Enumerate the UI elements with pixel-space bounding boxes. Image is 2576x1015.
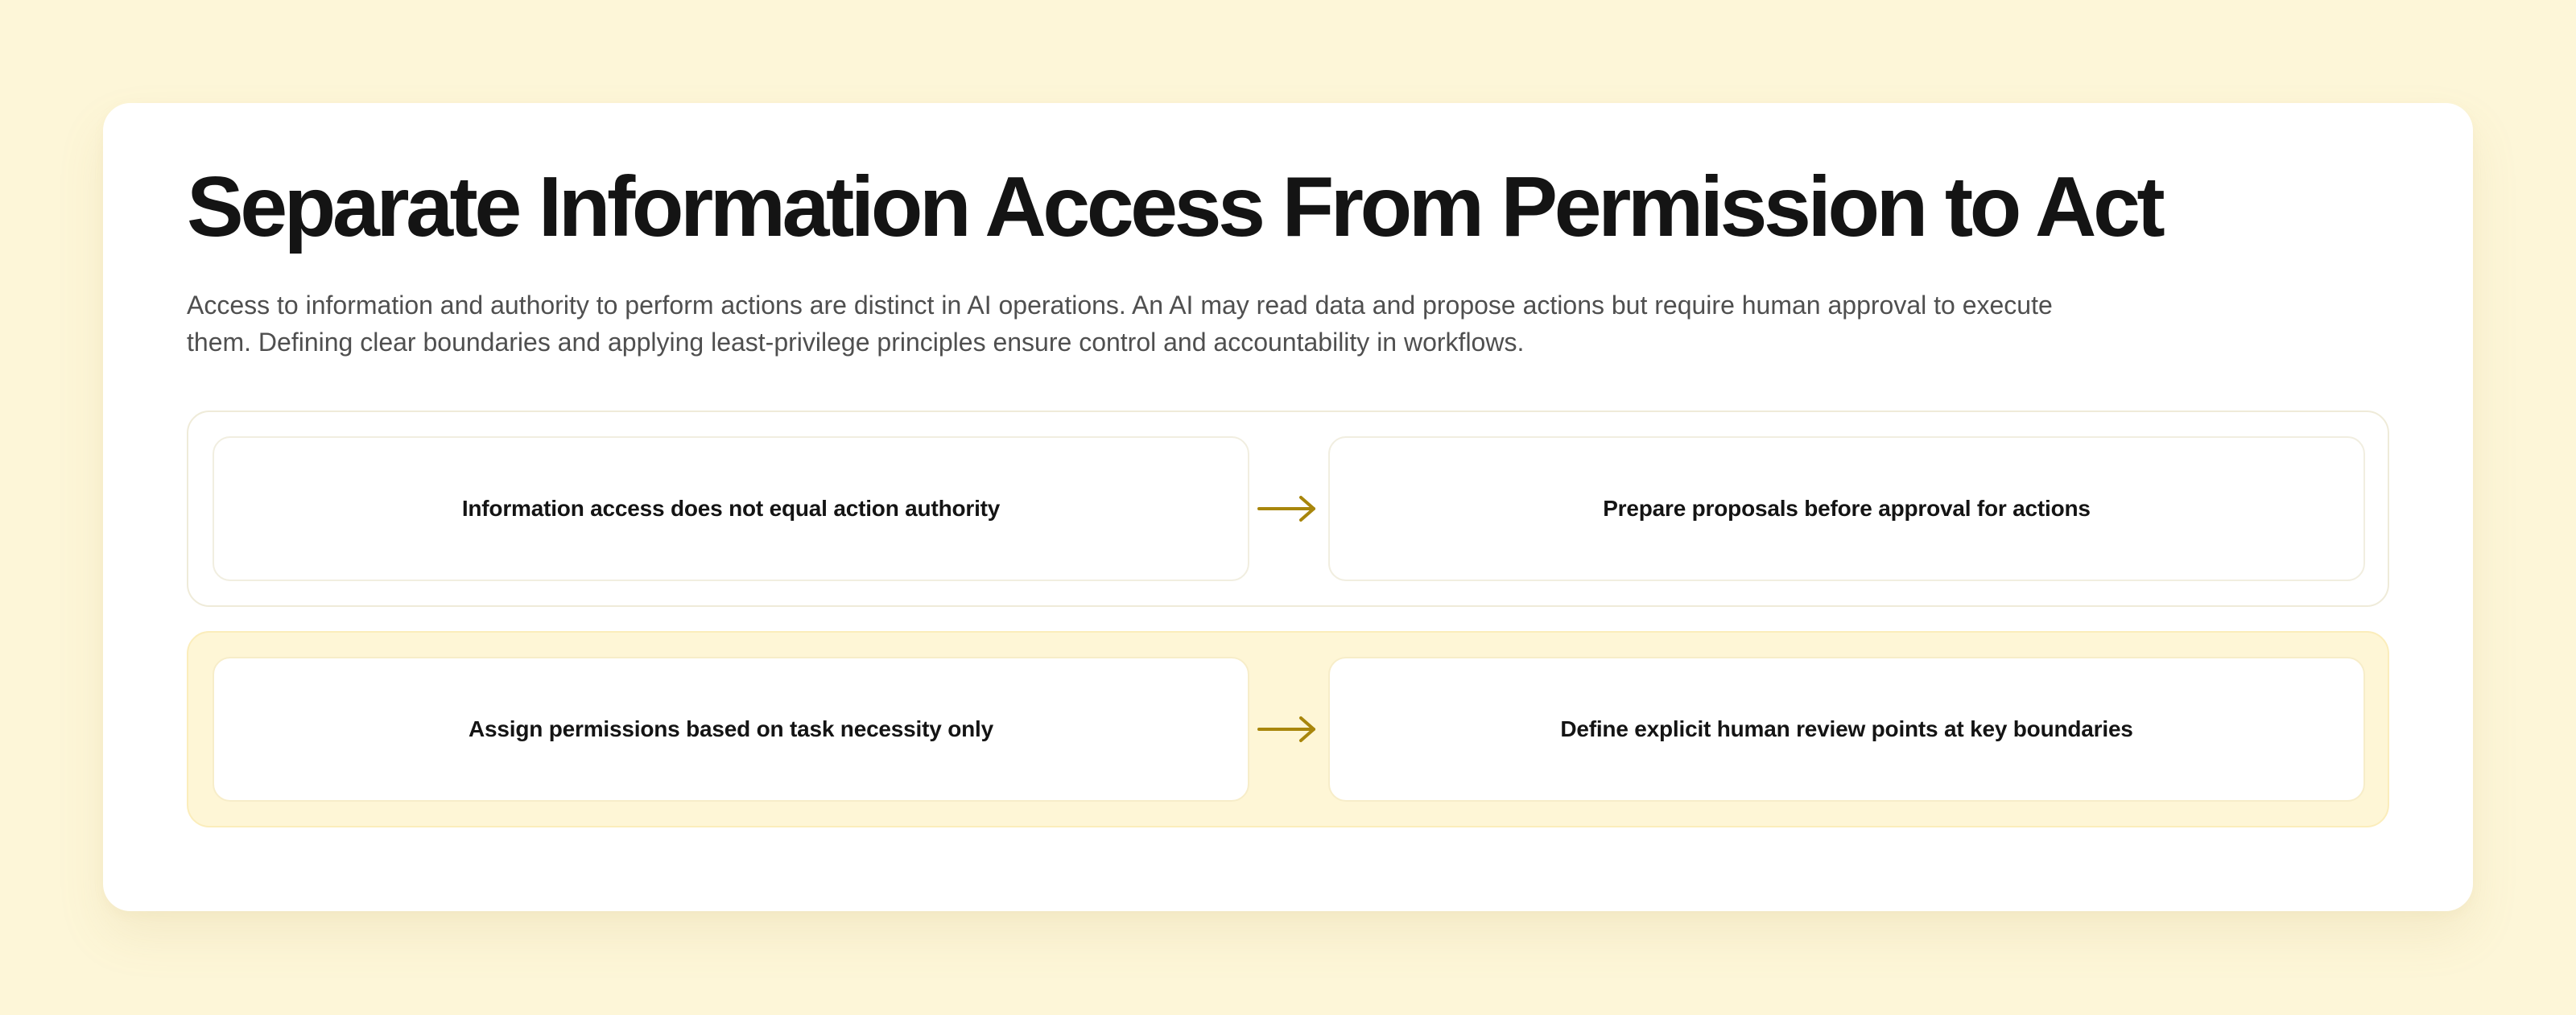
arrow-right-icon — [1257, 493, 1319, 525]
page-description: Access to information and authority to perform actions are distinct in AI operations. An AI may read data and propose actions but require human approval to execute them. Defining clear boundaries and applying least-privilege principles ensure control and accountability in workflows. — [187, 291, 2053, 357]
page-title: Separate Information Access From Permission to Act — [187, 159, 2162, 254]
flow-box-label: Assign permissions based on task necessity only — [469, 716, 993, 741]
flow-row-1 — [187, 411, 2389, 607]
flow-box-right — [1328, 436, 2365, 581]
flow-box-right — [1328, 657, 2365, 802]
content-card — [103, 103, 2473, 911]
flow-box-label: Prepare proposals before approval for actions — [1603, 496, 2091, 521]
flow-box-left — [213, 657, 1249, 802]
flow-box-label: Information access does not equal action authority — [461, 496, 1001, 521]
flow-box-left — [213, 436, 1249, 581]
flow-row-2 — [187, 631, 2389, 827]
arrow-right-icon — [1257, 713, 1319, 745]
flow-box-label: Define explicit human review points at key boundaries — [1560, 716, 2133, 741]
